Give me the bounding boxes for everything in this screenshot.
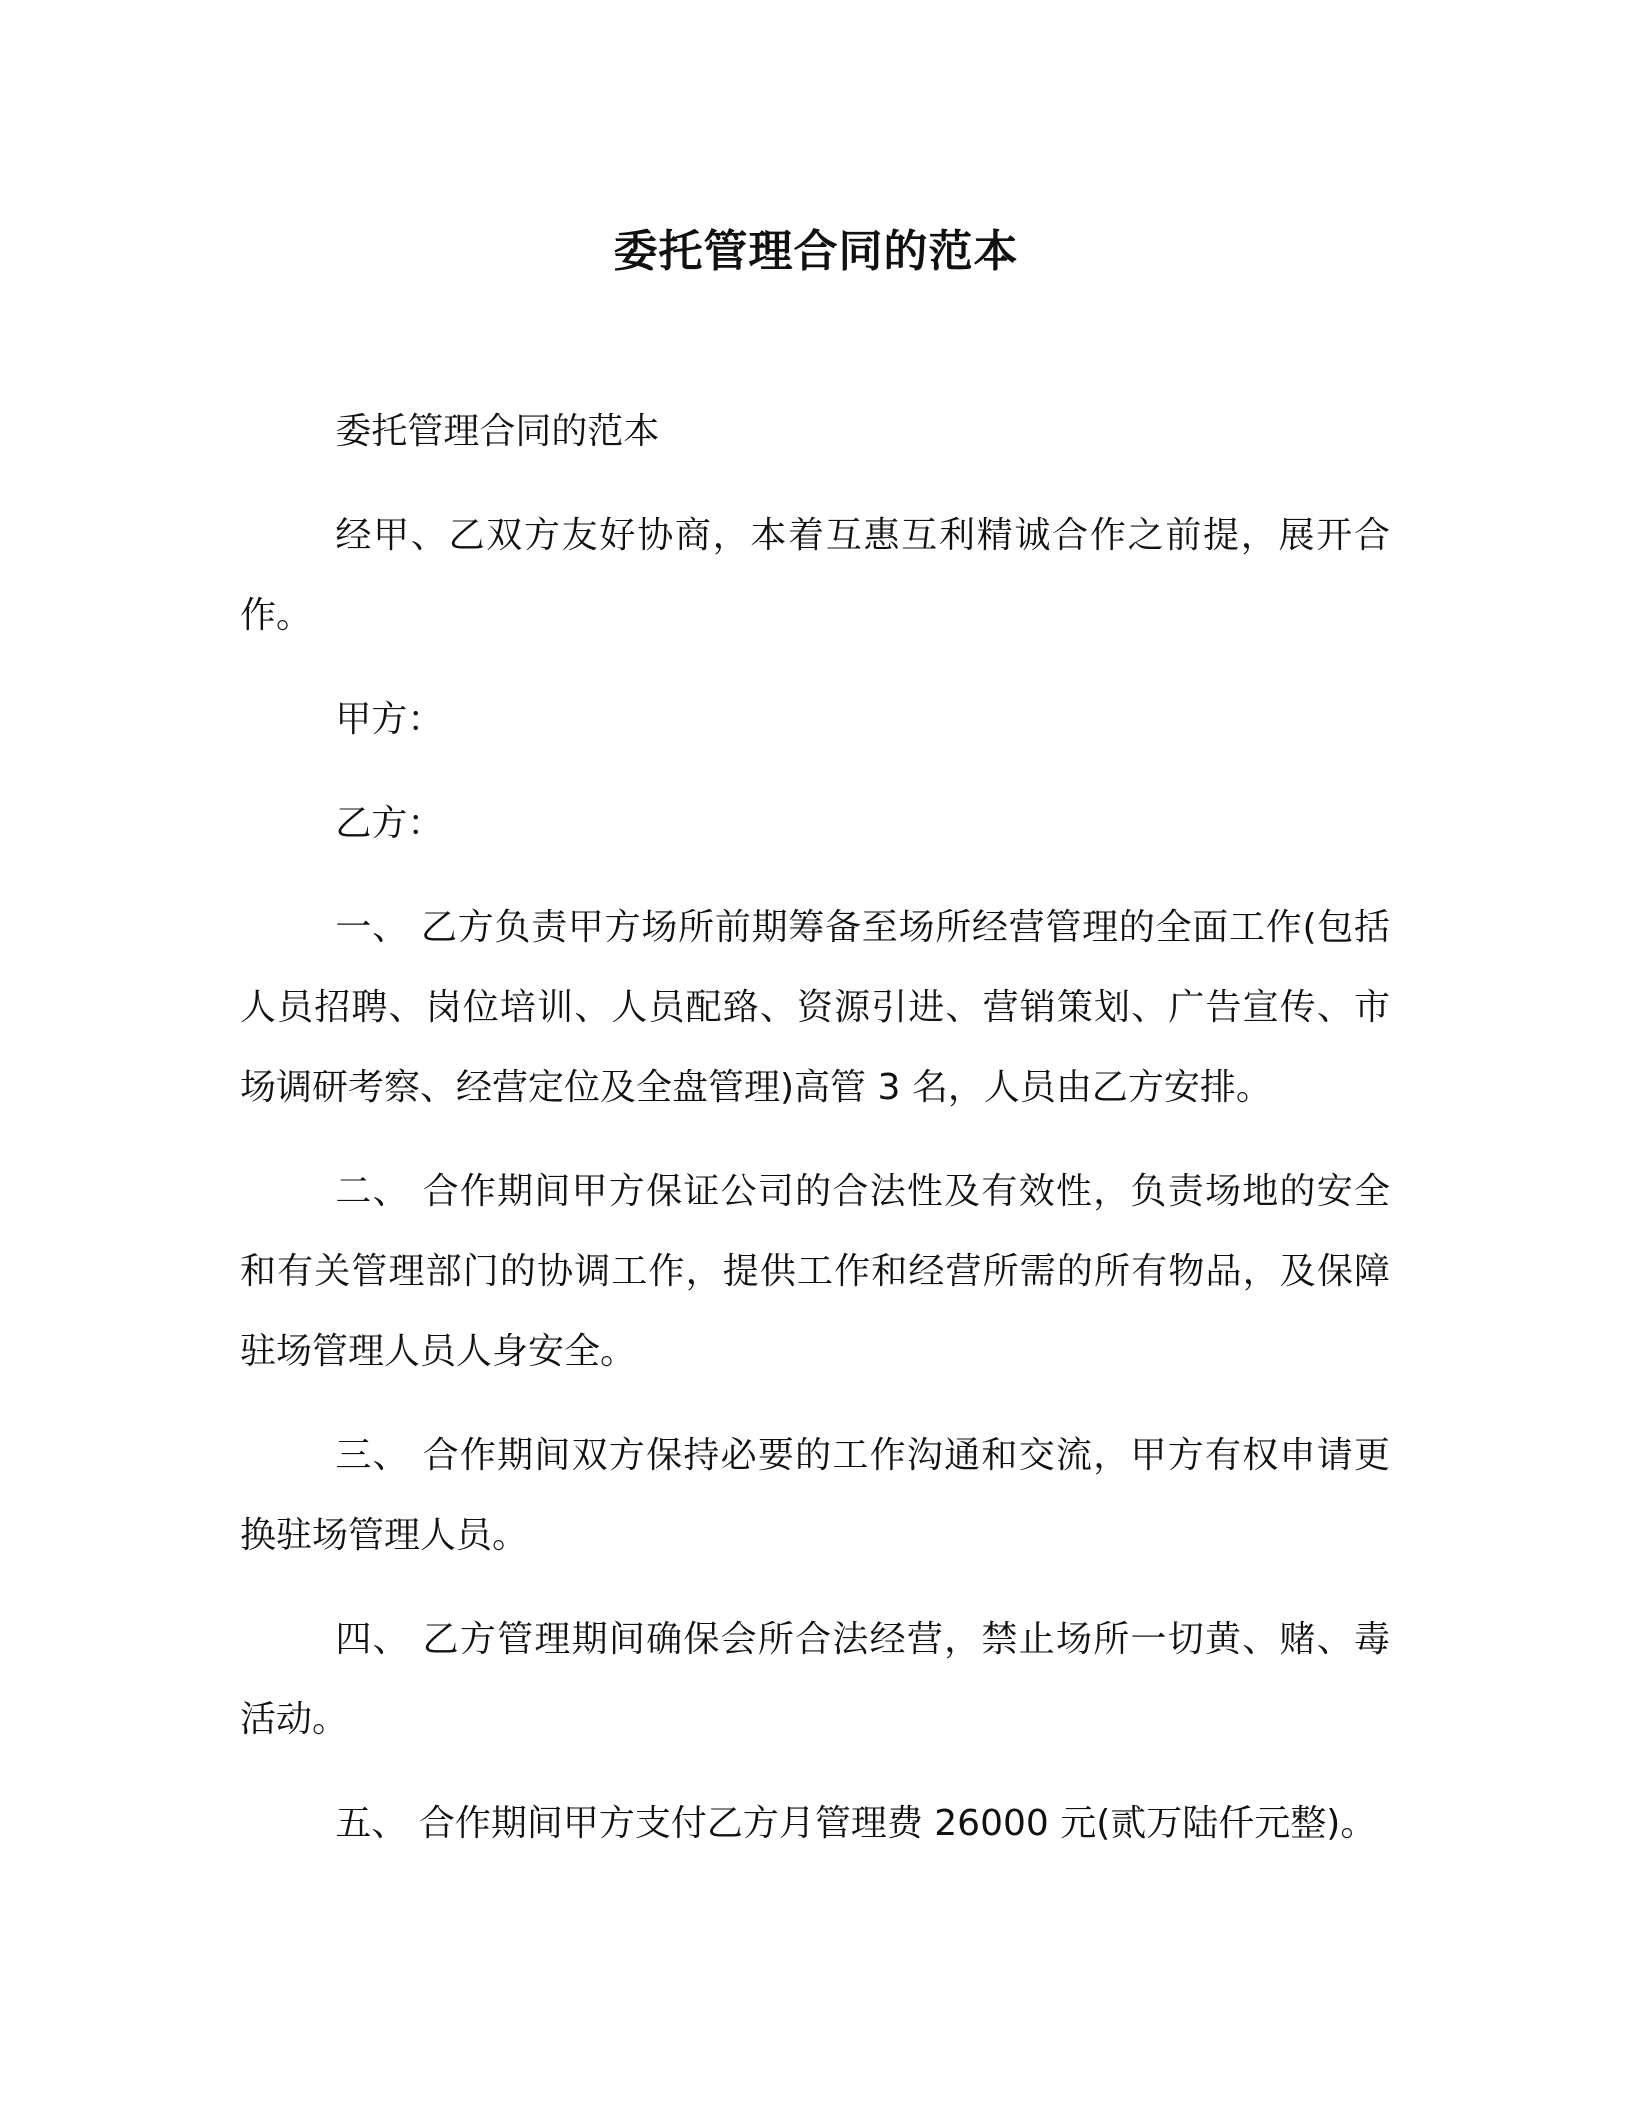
clause-3: 三、 合作期间双方保持必要的工作沟通和交流，甲方有权申请更换驻场管理人员。	[240, 1435, 1390, 1556]
paragraph-subtitle: 委托管理合同的范本	[335, 411, 660, 452]
paragraph-party-b: 乙方：	[335, 803, 444, 844]
clause-4: 四、 乙方管理期间确保会所合法经营，禁止场所一切黄、赌、毒活动。	[240, 1619, 1390, 1740]
paragraph-preamble: 经甲、乙双方友好协商，本着互惠互利精诚合作之前提，展开合作。	[240, 515, 1390, 636]
document-body	[240, 392, 1390, 1888]
clause-1: 一、 乙方负责甲方场所前期筹备至场所经营管理的全面工作(包括人员招聘、岗位培训、人员配臵、资源引进、营销策划、广告宣传、市场调研考察、经营定位及全盘管理)高管 3 名，人员由乙方安排。	[240, 907, 1390, 1108]
paragraph-party-a: 甲方：	[335, 699, 444, 740]
document-title: 委托管理合同的范本	[613, 226, 1019, 277]
clause-5: 五、 合作期间甲方支付乙方月管理费 26000 元(贰万陆仟元整)。	[335, 1803, 1377, 1844]
clause-2: 二、 合作期间甲方保证公司的合法性及有效性，负责场地的安全和有关管理部门的协调工作，提供工作和经营所需的所有物品，及保障驻场管理人员人身安全。	[240, 1171, 1390, 1372]
